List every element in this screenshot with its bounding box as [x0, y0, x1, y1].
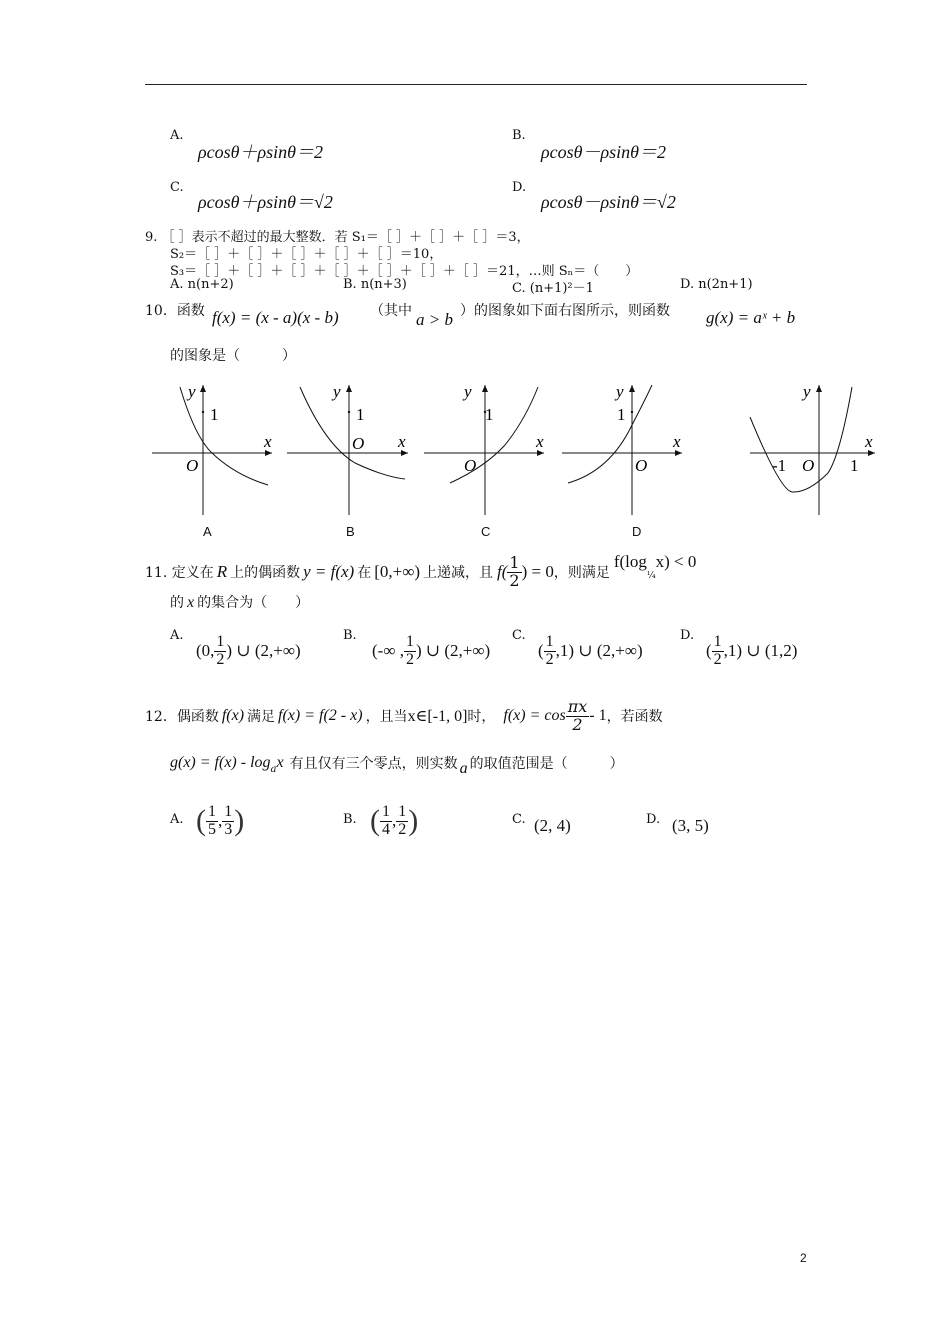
q11-option-b: (-∞ , $\frac{1}{2}$ ) ∪ (2,+∞): [372, 633, 491, 668]
q12-a-var: a: [459, 760, 468, 777]
q12-cos-tail: - 1: [589, 707, 607, 724]
q11-line2: 的 x 的集合为（ ）: [170, 594, 310, 611]
q12-option-a: ( $\frac{1}{5}$ , $\frac{1}{3}$ ): [196, 803, 245, 838]
q8-option-c: ρcosθ＋ρsinθ＝√2: [198, 192, 333, 212]
q11-number: 11. 定义在: [145, 565, 214, 581]
graph-a-one: 1: [210, 405, 219, 424]
reference-parabola-graph: [750, 382, 875, 515]
q11-ineq-tail: x) < 0: [655, 552, 697, 571]
q11-half-fraction: $\frac{1}{2}$: [509, 552, 520, 590]
q11-option-d: ( $\frac{1}{2}$ ,1) ∪ (1,2): [706, 633, 798, 668]
graph-c-one: 1: [485, 405, 494, 424]
q9-line1: 9. ［ ］表示不超过的最大整数．若 S₁＝［ ］＋［ ］＋［ ］＝3，: [145, 230, 530, 245]
q12-option-d: (3, 5): [672, 816, 709, 835]
q11-option-c: ( $\frac{1}{2}$ ,1) ∪ (2,+∞): [538, 633, 643, 668]
q11-ineq-head: f(log: [613, 552, 647, 571]
q12-g-tail: x: [276, 754, 284, 771]
q11-option-a: (0, $\frac{1}{2}$ ) ∪ (2,+∞): [196, 633, 301, 668]
q11-f-half-head: f(: [497, 562, 508, 581]
ref-x-label: x: [865, 432, 873, 451]
q12-fx: f(x): [221, 707, 245, 724]
graph-a: [152, 382, 272, 515]
graph-c-y-label: y: [464, 382, 472, 401]
q11-option-a-label: A.: [170, 628, 184, 643]
q12-number: 12．偶函数: [145, 709, 219, 725]
q12-text4: ，若函数: [606, 709, 663, 725]
graph-a-x-label: x: [264, 432, 272, 451]
q9-option-d: D. n(2n+1): [680, 277, 753, 292]
ref-y-label: y: [803, 382, 811, 401]
q9-line3: S₃＝［ ］＋［ ］＋［ ］＋［ ］＋［ ］＋［ ］＋［ ］＝21，…则 Sₙ＝（ ）: [170, 264, 639, 279]
graph-d-y-label: y: [616, 382, 624, 401]
q10-line2: 的图象是（ ）: [170, 348, 296, 364]
q8-option-b-label: B.: [512, 128, 526, 143]
q12-eq: f(x) = f(2 - x): [278, 707, 363, 724]
q10-graphs: [140, 375, 880, 525]
q11-text2: 在: [357, 565, 372, 581]
q8-option-d-label: D.: [512, 180, 527, 195]
page-number: 2: [800, 1251, 807, 1265]
q12-text5: 有且仅有三个零点，则实数: [289, 756, 458, 772]
graph-a-origin: O: [186, 456, 199, 475]
header-rule: [145, 84, 807, 85]
q12-line2: [170, 748, 624, 778]
q11-y-expr: y = f(x): [303, 562, 355, 581]
graph-label-a: A: [203, 524, 212, 539]
q11-option-c-label: C.: [512, 628, 526, 643]
graph-label-c: C: [481, 524, 491, 539]
graph-b-y-label: y: [333, 382, 341, 401]
graph-c-x-label: x: [536, 432, 544, 451]
graph-b-one: 1: [356, 405, 365, 424]
q11-stem: [145, 552, 696, 592]
q11-interval: [0,+∞): [374, 562, 420, 581]
q12-option-c-label: C.: [512, 812, 526, 827]
q11-ineq-base: ¼: [646, 571, 656, 581]
q10-text1: （其中: [370, 303, 412, 319]
q12-text3: 时，: [467, 709, 496, 725]
q8-option-d: ρcosθ－ρsinθ＝√2: [541, 192, 676, 212]
q12-option-a-label: A.: [170, 812, 184, 827]
q12-text2: ，且当: [365, 709, 408, 725]
q11-text1: 上的偶函数: [230, 565, 301, 581]
q12-option-b: ( $\frac{1}{4}$ , $\frac{1}{2}$ ): [370, 803, 419, 838]
q9-option-b: B. n(n+3): [343, 277, 407, 292]
q12-option-c: (2, 4): [534, 816, 571, 835]
q10-f-expr: f(x) = (x - a)(x - b): [212, 308, 339, 327]
q12-domain: x∈[-1, 0]: [407, 708, 468, 725]
graph-b: [287, 382, 408, 515]
graph-d-x-label: x: [673, 432, 681, 451]
q8-option-b: ρcosθ－ρsinθ＝2: [541, 142, 666, 162]
graph-d: [562, 382, 682, 515]
graph-c-origin: O: [464, 456, 477, 475]
graph-b-origin: O: [352, 434, 365, 453]
q10-number: 10．函数: [145, 303, 205, 319]
q9-option-a: A. n(n+2): [170, 277, 234, 292]
q9-option-c: C. (n+1)²－1: [512, 281, 594, 296]
ref-neg-one: -1: [772, 456, 787, 475]
graph-c: [424, 382, 544, 515]
q8-option-a-label: A.: [170, 128, 184, 143]
graph-b-x-label: x: [398, 432, 406, 451]
graph-d-origin: O: [635, 456, 648, 475]
q8-option-c-label: C.: [170, 180, 184, 195]
q12-g-base: a: [270, 763, 277, 775]
ref-one: 1: [850, 456, 859, 475]
q12-g-expr: g(x) = f(x) - log: [170, 754, 271, 771]
q12-option-b-label: B.: [343, 812, 357, 827]
graph-label-d: D: [632, 524, 642, 539]
q11-text4: ，则满足: [553, 565, 610, 581]
q11-f-half-tail: ) = 0: [521, 562, 554, 581]
q9-line2: S₂＝［ ］＋［ ］＋［ ］＋［ ］＋［ ］＝10，: [170, 247, 443, 262]
q12-text1: 满足: [247, 709, 276, 725]
graph-a-y-label: y: [188, 382, 196, 401]
q10-condition: a > b: [416, 310, 453, 329]
graph-label-b: B: [346, 524, 355, 539]
q10-text2: ）的图象如下面右图所示，则函数: [460, 303, 670, 319]
q11-text3: 上递减，且: [423, 565, 493, 581]
q8-option-a: ρcosθ＋ρsinθ＝2: [198, 142, 323, 162]
graph-d-one: 1: [617, 405, 626, 424]
ref-origin: O: [802, 456, 815, 475]
q12-cos-fraction: $\frac{\pi x}{2}$: [567, 696, 588, 734]
q12-text6: 的取值范围是（ ）: [469, 756, 624, 772]
q11-option-d-label: D.: [680, 628, 695, 643]
q11-R: R: [216, 562, 228, 581]
q12-stem: [145, 694, 663, 738]
q10-g-expr: g(x) = aˣ + b: [706, 308, 796, 327]
q11-option-b-label: B.: [343, 628, 357, 643]
q12-option-d-label: D.: [646, 812, 661, 827]
q12-fdef: f(x) = cos: [503, 707, 566, 724]
